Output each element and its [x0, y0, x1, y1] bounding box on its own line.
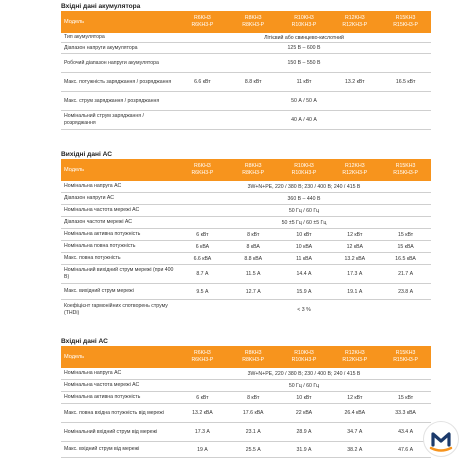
table-row: Макс. повна вхідна потужність від мережі 13.2 кВА 17.6 кВА 22 кВА 26.4 кВА 33.3 кВА: [61, 404, 431, 423]
model-label: Модель: [64, 19, 85, 25]
table-row: Макс. потужність заряджання / розряджання 6.6 кВт 8.8 кВт 11 кВт 13.2 кВт 16.5 кВт: [61, 73, 431, 92]
table-row: Коефіцієнт гармонійних спотворень струму (THDi) < 3 %: [64, 303, 311, 316]
model-col: R15KH3 R15KH3-P: [393, 162, 418, 176]
model-col: R6KH3 R6KH3-P: [191, 14, 214, 28]
table-row: Тип акумулятора Літієвий або свинцево-кислотний: [61, 33, 431, 43]
model-col: R8KH3 R8KH3-P: [242, 162, 265, 176]
table-row: Макс. вихідний струм мережі 9.5 А 12.7 А 15.9 А 19.1 А 23.8 А: [61, 284, 431, 300]
table-row: Макс. струм заряджання / розряджання 50 А / 50 А: [61, 92, 431, 111]
table-header: [61, 346, 431, 368]
logo-m-icon: [423, 421, 459, 457]
model-col: R15KH3 R15KH3-P: [393, 14, 418, 28]
table-row: Діапазон напруги акумулятора 125 В – 600 В: [61, 43, 431, 54]
section-title: Вхідні дані акумулятора: [61, 3, 141, 10]
table-row: Діапазон частоти мережі АС 50 ±5 Гц / 60 ±5 Гц: [61, 217, 431, 229]
model-col: R15KH3 R15KH3-P: [393, 349, 418, 363]
table-row: Номінальний вхідний струм від мережі 17.3 А 23.1 А 28.9 А 34.7 А 43.4 А: [61, 423, 431, 442]
section-title: Вхідні дані АС: [61, 338, 108, 345]
model-col: R6KH3 R6KH3-P: [191, 162, 214, 176]
model-col: R12KH3 R12KH3-P: [342, 162, 368, 176]
model-col: R12KH3 R12KH3-P: [342, 14, 368, 28]
table-row: Номінальна повна потужність 6 кВА 8 кВА 10 кВА 12 кВА 15 кВА: [61, 241, 431, 253]
table-row: Номінальна напруга АС 3W+N+PE, 220 / 380 В; 230 / 400 В; 240 / 415 В: [61, 368, 431, 380]
table-row: Номінальна напруга АС 3W+N+PE, 220 / 380 В; 230 / 400 В; 240 / 415 В: [61, 181, 431, 193]
table-row: Діапазон напруги АС 360 В – 440 В: [61, 193, 431, 205]
battery-input-section: [61, 2, 431, 130]
table-row: Робочий діапазон напруги акумулятора 150 В – 550 В: [61, 54, 431, 73]
table-row: Макс. повна потужність 6.6 кВА 8.8 кВА 11 кВА 13.2 кВА 16.5 кВА: [61, 253, 431, 265]
ac-input-section: [61, 337, 431, 458]
model-col: R10KH3 R10KH3-P: [291, 162, 317, 176]
table-header: [61, 11, 431, 33]
table-row: Номінальна активна потужність 6 кВт 8 кВт 10 кВт 12 кВт 15 кВт: [61, 229, 431, 241]
model-col: R12KH3 R12KH3-P: [342, 349, 368, 363]
table-row: Номінальна активна потужність 6 кВт 8 кВт 10 кВт 12 кВт 15 кВт: [61, 392, 431, 404]
model-col: R10KH3 R10KH3-P: [291, 14, 317, 28]
table-row: Номінальний струм заряджання / розряджання 40 А / 40 А: [61, 111, 431, 130]
table-header: [61, 159, 431, 181]
table-row: Макс. вхідний струм від мережі 19 А 25.5 А 31.9 А 38.2 А 47.6 А: [61, 442, 431, 458]
section-title: Вихідні дані АС: [61, 151, 113, 158]
table-row: Номінальний вихідний струм мережі (при 400 В) 8.7 А 11.5 А 14.4 А 17.3 А 21.7 А: [61, 265, 431, 284]
model-col: R10KH3 R10KH3-P: [291, 349, 317, 363]
model-col: R8KH3 R8KH3-P: [242, 14, 265, 28]
table-row: Номінальна частота мережі АС 50 Гц / 60 Гц: [61, 380, 431, 392]
ac-output-section: [61, 150, 431, 320]
table-row: Номінальна частота мережі АС 50 Гц / 60 Гц: [61, 205, 431, 217]
model-label: Модель: [64, 354, 85, 360]
model-col: R8KH3 R8KH3-P: [242, 349, 265, 363]
model-label: Модель: [64, 167, 85, 173]
model-col: R6KH3 R6KH3-P: [191, 349, 214, 363]
